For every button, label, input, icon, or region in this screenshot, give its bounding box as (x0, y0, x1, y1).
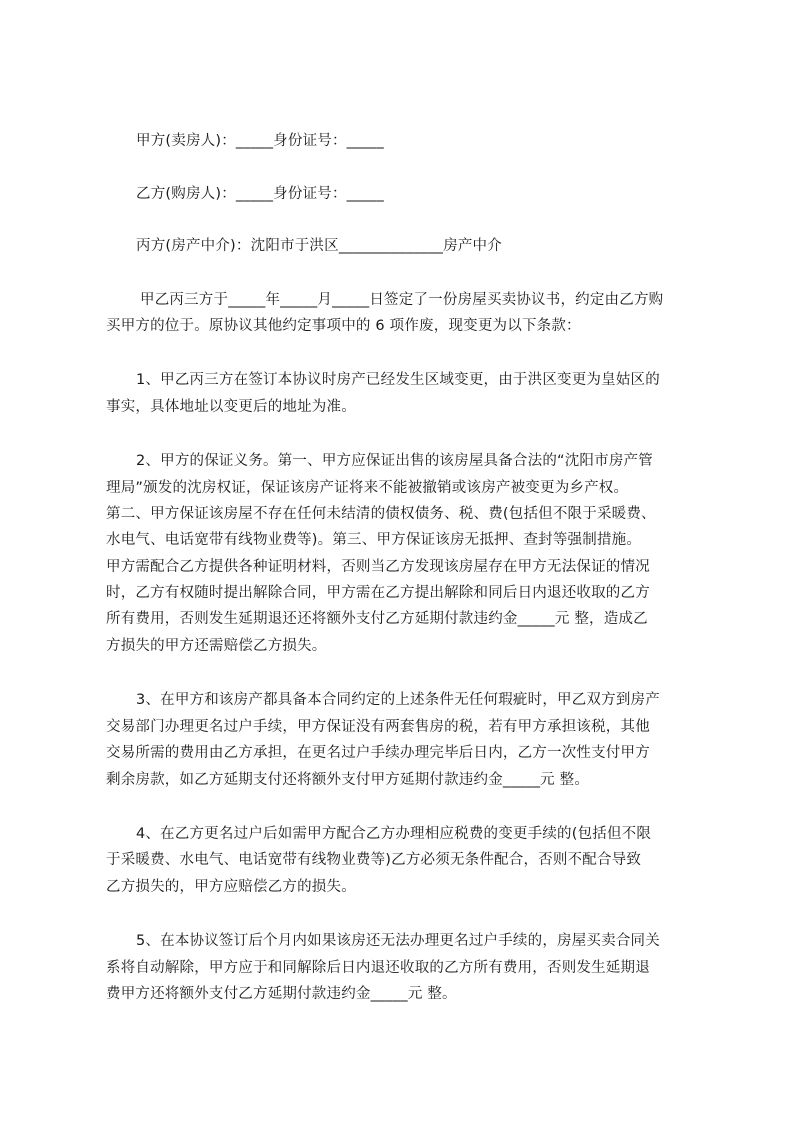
clause-4-line: 乙方损失的，甲方应赔偿乙方的损失。 (106, 879, 356, 895)
clause-5-line: 费甲方还将额外支付乙方延期付款违约金_____元 整。 (106, 986, 457, 1002)
intro-line: 买甲方的位于。原协议其他约定事项中的 6 项作废，现变更为以下条款： (106, 318, 581, 334)
clause-2-line: 所有费用，否则发生延期退还还将额外支付乙方延期付款违约金_____元 整，造成乙 (106, 611, 648, 627)
clause-3-line: 3、在甲方和该房产都具备本合同约定的上述条件无任何瑕疵时，甲乙双方到房产 (136, 692, 660, 708)
clause-2-line: 方损失的甲方还需赔偿乙方损失。 (106, 638, 327, 654)
intro-line: 甲乙丙三方于_____年_____月_____日签定了一份房屋买卖协议书，约定由乙方购 (140, 292, 664, 308)
clause-2-line: 水电气、电话宽带有线物业费等)。第三、甲方保证该房无抵押、查封等强制措施。 (106, 532, 642, 548)
clause-2-line: 甲方需配合乙方提供各种证明材料，否则当乙方发现该房屋存在甲方无法保证的情况 (106, 559, 650, 575)
clause-4-line: 4、在乙方更名过户后如需甲方配合乙方办理相应税费的变更手续的(包括但不限 (136, 826, 652, 842)
clause-5-line: 系将自动解除，甲方应于和同解除后日内退还收取的乙方所有费用，否则发生延期退 (106, 960, 650, 976)
party-b-line: 乙方(购房人)：_____身份证号：_____ (136, 186, 384, 202)
clause-2-line: 时，乙方有权随时提出解除合同，甲方需在乙方提出解除和同后日内退还收取的乙方 (106, 585, 650, 601)
clause-2-line: 第二、甲方保证该房屋不存在任何未结清的债权债务、税、费(包括但不限于采暖费、 (106, 506, 656, 522)
clause-3-line: 剩余房款，如乙方延期支付还将额外支付甲方延期付款违约金_____元 整。 (106, 772, 590, 788)
clause-4-line: 于采暖费、水电气、电话宽带有线物业费等)乙方必须无条件配合，否则不配合导致 (106, 852, 642, 868)
clause-5-line: 5、在本协议签订后个月内如果该房还无法办理更名过户手续的，房屋买卖合同关 (136, 933, 660, 949)
clause-1-line: 事实，具体地址以变更后的地址为准。 (106, 399, 356, 415)
clause-3-line: 交易部门办理更名过户手续，甲方保证没有两套售房的税，若有甲方承担该税，其他 (106, 719, 650, 735)
party-a-line: 甲方(卖房人)：_____身份证号：_____ (136, 133, 384, 149)
party-c-line: 丙方(房产中介)：沈阳市于洪区______________房产中介 (136, 238, 502, 254)
clause-2-line: 理局”颁发的沈房权证，保证该房产证将来不能被撤销或该房产被变更为乡产权。 (106, 480, 629, 496)
clause-3-line: 交易所需的费用由乙方承担，在更名过户手续办理完毕后日内，乙方一次性支付甲方 (106, 745, 650, 761)
clause-2-line: 2、甲方的保证义务。第一、甲方应保证出售的该房屋具备合法的“沈阳市房产管 (136, 453, 653, 469)
clause-1-line: 1、甲乙丙三方在签订本协议时房产已经发生区域变更，由于洪区变更为皇姑区的 (136, 372, 660, 388)
